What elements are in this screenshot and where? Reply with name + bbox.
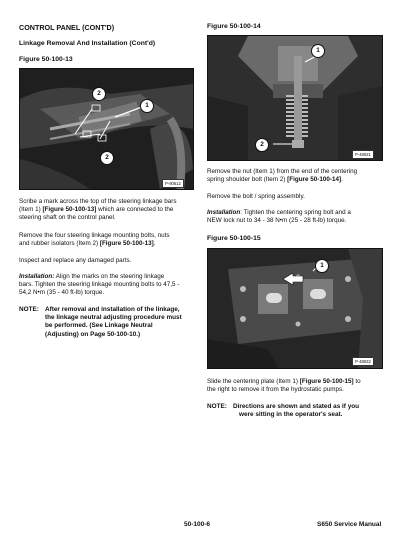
- figure-50-100-13-photo: [19, 68, 194, 190]
- figure-code: P-48631: [352, 150, 374, 159]
- text-line: Scribe a mark across the top of the steering linkage bars: [19, 198, 177, 205]
- figure-50-100-14-photo: [207, 35, 383, 161]
- figure-label-15: Figure 50-100-15: [207, 235, 261, 242]
- callout-1: 1: [311, 44, 325, 58]
- figure-reference: [Figure 50-100-15]: [299, 378, 354, 385]
- text-line: bars. Tighten the steering linkage mounting bolts to 47,5 -: [19, 281, 180, 289]
- text-run: which are connected to the: [96, 206, 174, 214]
- text-line: be performed. (See Linkage Neutral: [45, 322, 153, 330]
- text-line: Directions are shown and stated as if you: [233, 403, 360, 410]
- callout-2: 2: [255, 138, 269, 152]
- text-line: (Adjusting) on Page 50-100-10.): [45, 330, 141, 338]
- note-block-left: [19, 306, 194, 339]
- text-line: [19, 273, 194, 281]
- text-run: Align the marks on the steering linkage: [54, 273, 165, 280]
- text-line: the linkage neutral adjusting procedure must: [45, 314, 182, 322]
- manual-title: S650 Service Manual: [317, 521, 382, 528]
- callout-1: 1: [315, 259, 329, 273]
- note-text: [45, 306, 194, 339]
- figure-50-100-15-photo: [207, 248, 383, 369]
- text-line: were sitting in the operator's seat.: [239, 411, 343, 419]
- note-label: NOTE:: [19, 306, 39, 313]
- text-line: [19, 240, 194, 248]
- section-heading: CONTROL PANEL (CONT'D): [19, 23, 115, 32]
- paragraph-installation: [19, 273, 194, 298]
- text-line: [207, 209, 382, 217]
- figure-label-14: Figure 50-100-14: [207, 23, 261, 30]
- text-line: steering shaft on the control panel.: [19, 214, 116, 222]
- text-run: .: [341, 176, 343, 184]
- callout-1: 1: [140, 99, 154, 113]
- paragraph-slide-plate: [207, 378, 382, 394]
- text-run: (Item 1): [19, 206, 43, 214]
- text-run: .: [153, 240, 156, 248]
- text-line: [19, 206, 194, 214]
- subsection-heading: Linkage Removal And Installation (Cont'd): [19, 40, 156, 47]
- text-line: the right to remove it from the hydrostatic pumps.: [207, 386, 344, 394]
- installation-label: Installation:: [19, 273, 55, 280]
- figure-code: P-48632: [352, 357, 374, 366]
- installation-label: Installation: [207, 209, 241, 216]
- callout-2-bottom: 2: [100, 151, 114, 165]
- note-text: [233, 403, 382, 419]
- text-line: NEW lock nut to 34 - 38 N•m (25 - 28 ft-lb) torque.: [207, 217, 347, 225]
- figure-reference: [Figure 50-100-14]: [287, 176, 342, 184]
- text-run: to: [353, 378, 361, 385]
- paragraph-scribe: [19, 198, 194, 223]
- page-number: 50-100-6: [184, 521, 211, 528]
- figure-reference: [Figure 50-100-13]: [99, 240, 154, 248]
- text-run: and rubber isolators (Item 2): [19, 240, 100, 248]
- text-run: spring shoulder bolt (Item 2): [207, 176, 288, 184]
- text-line: After removal and installation of the linkage,: [45, 306, 180, 313]
- paragraph-remove-nut: [207, 168, 382, 184]
- text-line: Remove the nut (Item 1) from the end of the centering: [207, 168, 358, 175]
- callout-2-top: 2: [92, 87, 106, 101]
- text-line: 54,2 N•m (35 - 40 ft-lb) torque.: [19, 289, 105, 297]
- paragraph-installation-right: [207, 209, 382, 225]
- text-run: : Tighten the centering spring bolt and a: [240, 209, 351, 216]
- text-line: [207, 176, 382, 184]
- paragraph-remove-bolt-spring: Remove the bolt / spring assembly.: [207, 193, 305, 200]
- note-block-right: [207, 403, 382, 419]
- paragraph-inspect: Inspect and replace any damaged parts.: [19, 257, 132, 264]
- figure-label-13: Figure 50-100-13: [19, 56, 73, 63]
- text-line: [207, 378, 382, 386]
- text-run: Slide the centering plate (Item 1): [207, 378, 300, 385]
- figure-reference: [Figure 50-100-13]: [42, 206, 97, 214]
- text-line: Remove the four steering linkage mounting bolts, nuts: [19, 232, 170, 239]
- paragraph-remove-bolts: [19, 232, 194, 248]
- figure-code: P-90612: [162, 179, 184, 188]
- note-label: NOTE:: [207, 403, 227, 410]
